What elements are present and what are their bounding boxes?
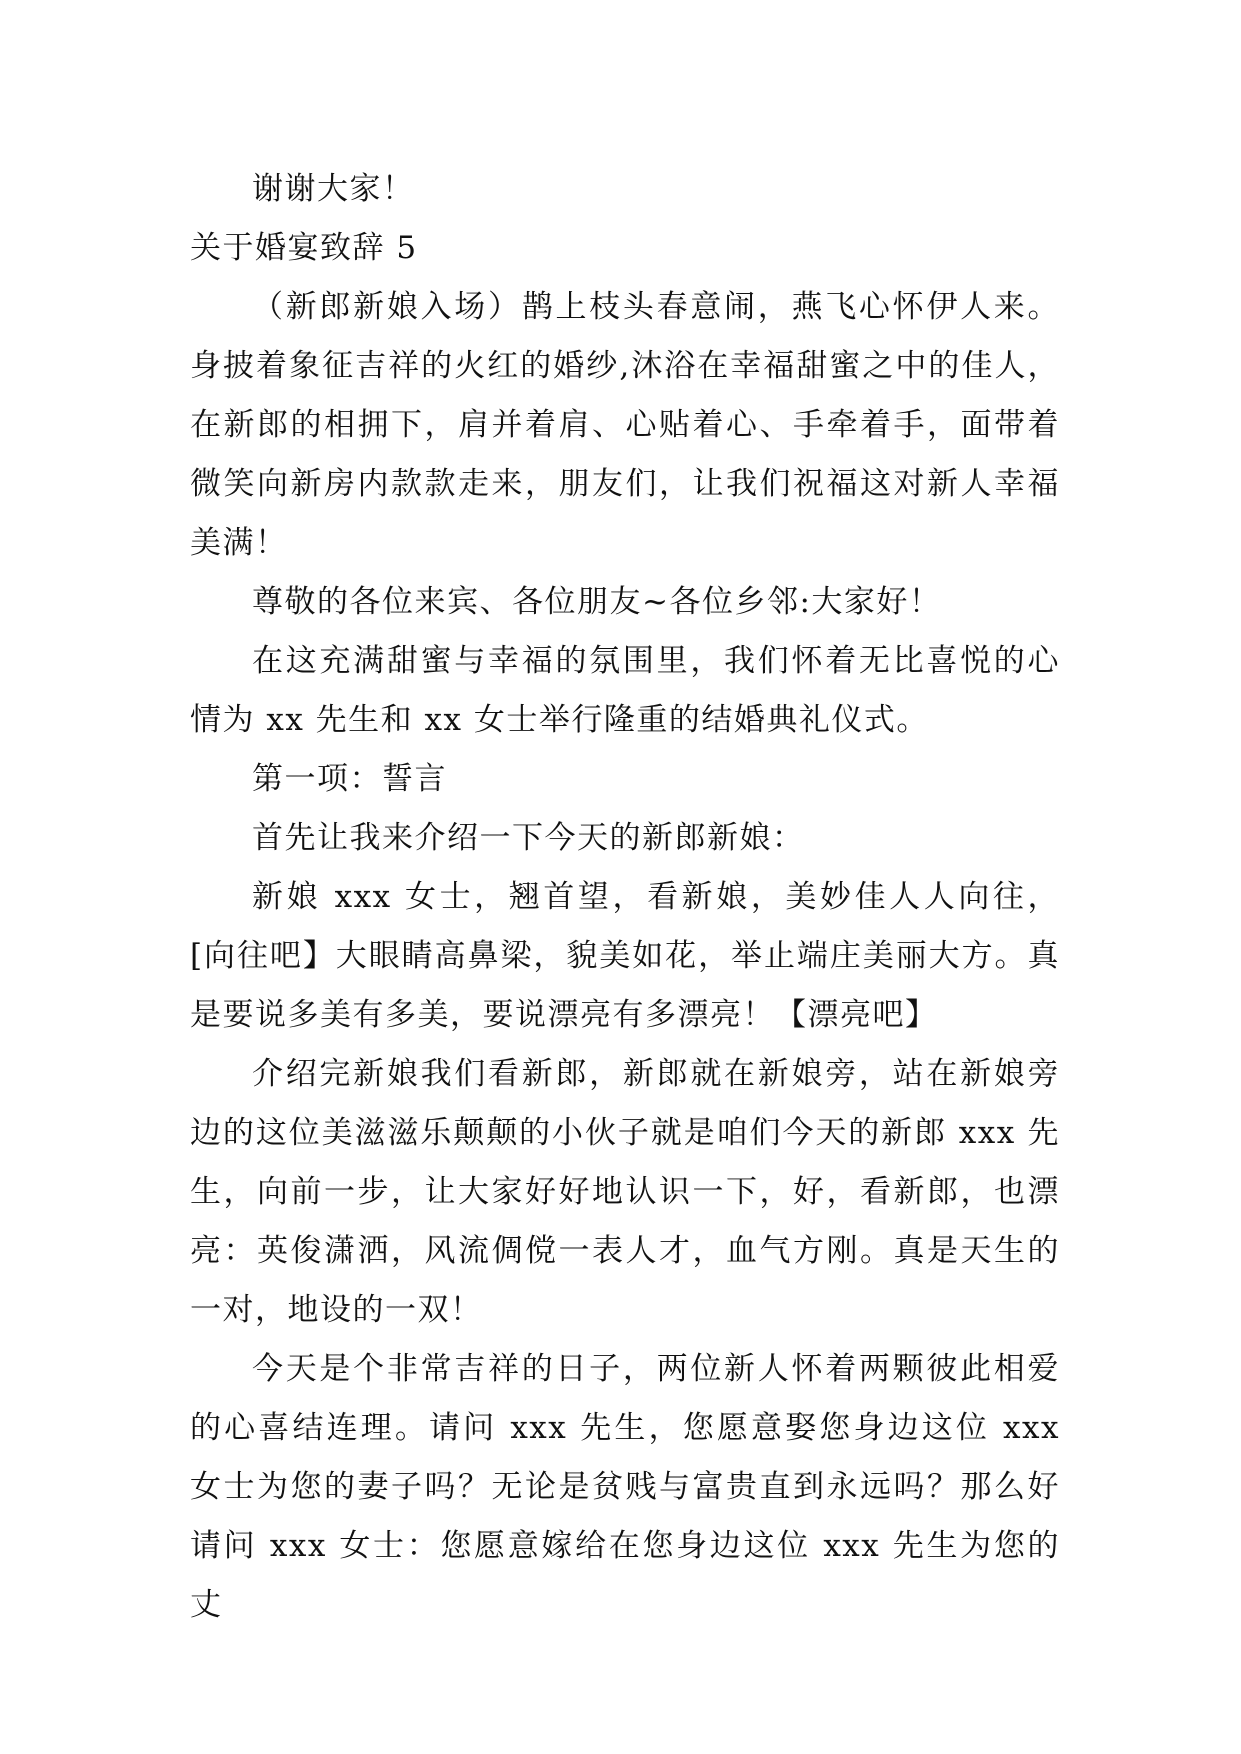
paragraph-item-one: 第一项：誓言 bbox=[252, 761, 447, 797]
paragraph-thanks: 谢谢大家！ bbox=[252, 171, 415, 207]
paragraph-groom: 介绍完新娘我们看新郎，新郎就在新娘旁，站在新娘旁边的这位美滋滋乐颠颠的小伙子就是咱们今天的新郎 xxx 先生，向前一步，让大家好好地认识一下，好，看新郎，也漂亮：英俊潇洒，风流倜傥一表人才，血气方刚。真是天生的一对，地设的一双！ bbox=[190, 1056, 1060, 1328]
section-heading: 关于婚宴致辞 5 bbox=[190, 230, 418, 266]
paragraph-ceremony: 在这充满甜蜜与幸福的氛围里，我们怀着无比喜悦的心情为 xx 先生和 xx 女士举行隆重的结婚典礼仪式。 bbox=[190, 643, 1060, 738]
paragraph-entrance: （新郎新娘入场）鹊上枝头春意闹，燕飞心怀伊人来。身披着象征吉祥的火红的婚纱,沐浴在幸福甜蜜之中的佳人，在新郎的相拥下，肩并着肩、心贴着心、手牵着手，面带着微笑向新房内款款走来，朋友们，让我们祝福这对新人幸福美满！ bbox=[190, 289, 1060, 561]
paragraph-bride: 新娘 xxx 女士，翘首望，看新娘，美妙佳人人向往，[向往吧】大眼睛高鼻梁，貌美如花，举止端庄美丽大方。真是要说多美有多美，要说漂亮有多漂亮！【漂亮吧】 bbox=[190, 879, 1060, 1033]
paragraph-introduction: 首先让我来介绍一下今天的新郎新娘： bbox=[252, 820, 805, 856]
paragraph-vows: 今天是个非常吉祥的日子，两位新人怀着两颗彼此相爱的心喜结连理。请问 xxx 先生，您愿意娶您身边这位 xxx 女士为您的妻子吗？无论是贫贱与富贵直到永远吗？那么好请问 xxx 女士：您愿意嫁给在您身边这位 xxx 先生为您的丈 bbox=[190, 1351, 1060, 1623]
document-body bbox=[190, 160, 1060, 1635]
paragraph-greeting: 尊敬的各位来宾、各位朋友~各位乡邻:大家好！ bbox=[252, 584, 942, 620]
